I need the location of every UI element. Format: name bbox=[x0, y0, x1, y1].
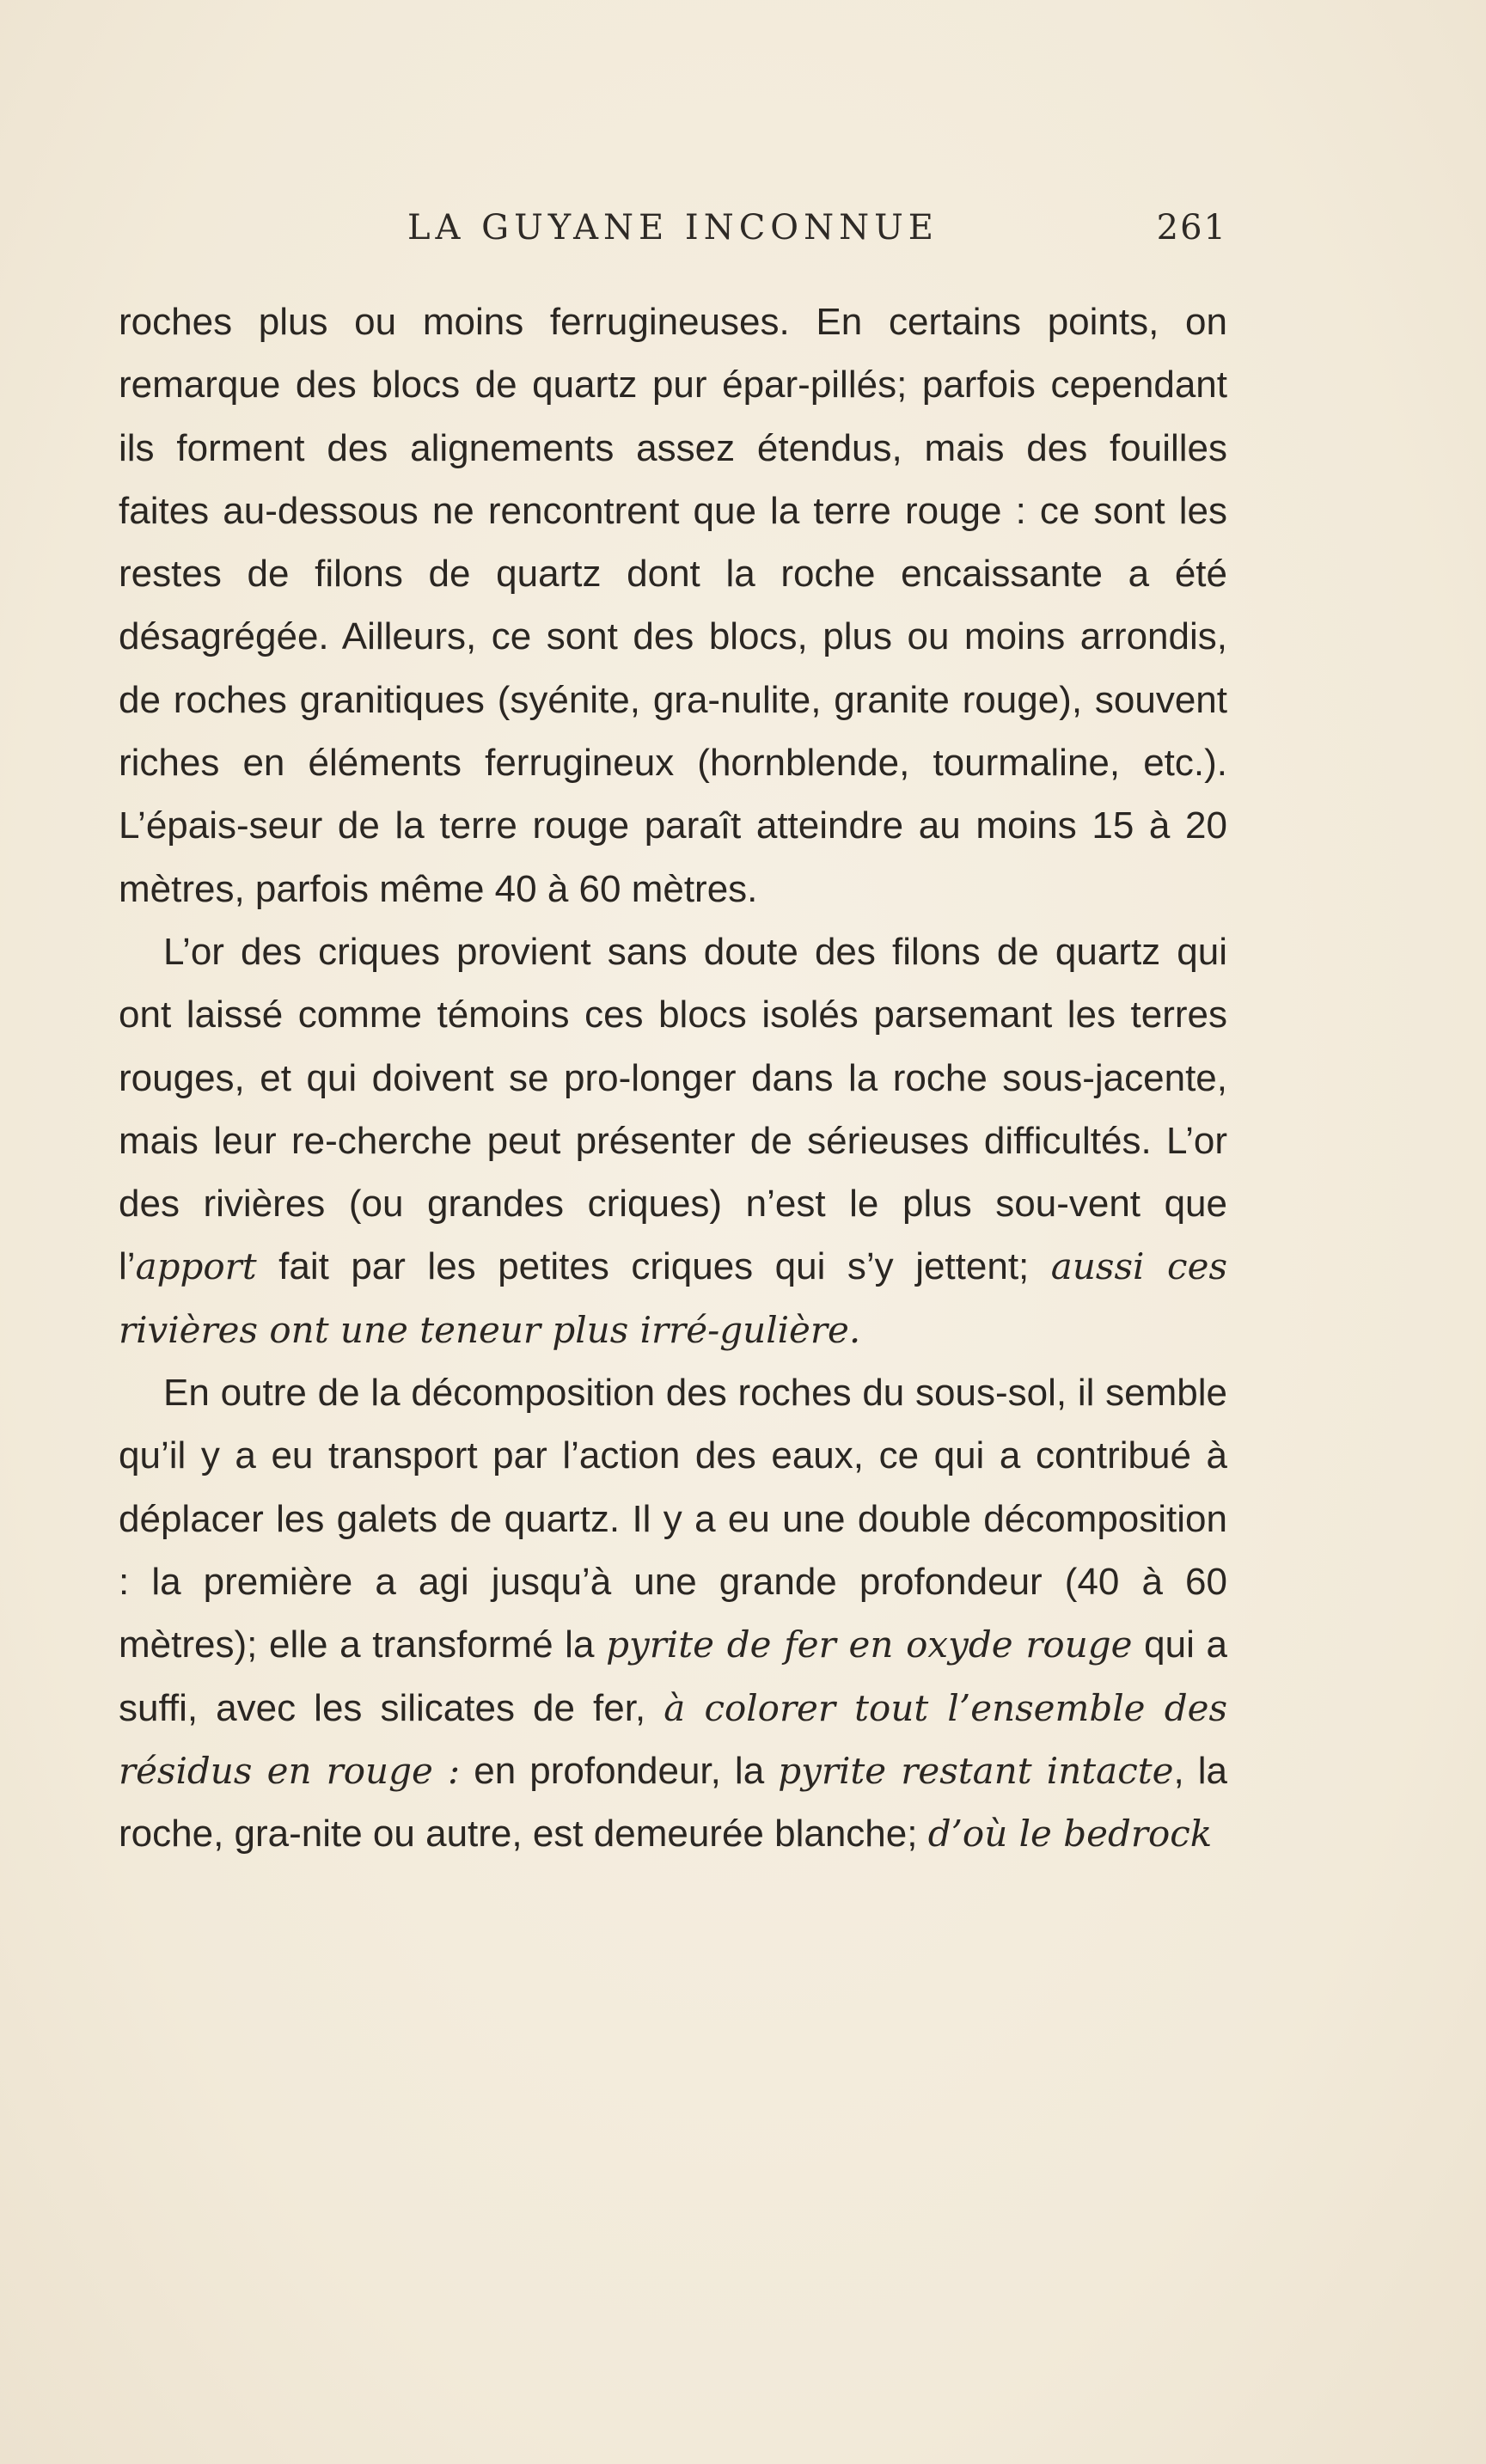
paragraph bbox=[119, 290, 1227, 920]
text-segment: fait par les petites criques qui s’y jettent; bbox=[256, 1245, 1051, 1288]
text-segment: , la roche, gra-nite ou autre, est demeurée blanche; bbox=[119, 1749, 1227, 1856]
italic-segment: à colorer tout l’ensemble des résidus en rouge : bbox=[119, 1686, 1227, 1792]
italic-segment: apport bbox=[135, 1245, 257, 1288]
italic-segment: aussi ces rivières ont une teneur plus irré-gulière. bbox=[119, 1245, 1227, 1351]
page-number: 261 bbox=[1156, 208, 1227, 248]
text-segment: en profondeur, la bbox=[460, 1749, 779, 1792]
page-header bbox=[119, 208, 1227, 260]
paragraph bbox=[119, 920, 1227, 1361]
text-segment: L’or des criques provient sans doute des filons de quartz qui ont laissé comme témoins ces blocs isolés parsemant les terres rouges, et qui doivent se pro-longer dans la roche sous-jacente, mais leur re-cherche peut présenter de sérieuses difficultés. L’or des rivières (ou grandes criques) n’est le plus sou-vent que l’ bbox=[119, 930, 1227, 1288]
paragraph bbox=[119, 1361, 1227, 1865]
text-segment: En outre de la décomposition des roches du sous-sol, il semble qu’il y a eu transport par l’action des eaux, ce qui a contribué à déplacer les galets de quartz. Il y a eu une double décomposition : la première a agi jusqu’à une grande profondeur (40 à 60 mètres); elle a transformé la bbox=[119, 1372, 1227, 1666]
italic-segment: pyrite restant intacte bbox=[778, 1749, 1174, 1792]
text-segment: qui a suffi, avec les silicates de fer, bbox=[119, 1623, 1227, 1729]
italic-segment: d’où le bedrock bbox=[927, 1813, 1213, 1856]
running-title: LA GUYANE INCONNUE bbox=[407, 208, 939, 248]
italic-segment: pyrite de fer en oxyde rouge bbox=[606, 1623, 1133, 1666]
body-text bbox=[119, 290, 1227, 1865]
text-segment: roches plus ou moins ferrugineuses. En certains points, on remarque des blocs de quartz pur épar-pillés; parfois cependant ils forment des alignements assez étendus, mais des fouilles faites au-dessous ne rencontrent que la terre rouge : ce sont les restes de filons de quartz dont la roche encaissante a été désagrégée. Ailleurs, ce sont des blocs, plus ou moins arrondis, de roches granitiques (syénite, gra-nulite, granite rouge), souvent riches en éléments ferrugineux (hornblende, tourmaline, etc.). L’épais-seur de la terre rouge paraît atteindre au moins 15 à 20 mètres, parfois même 40 à 60 mètres. bbox=[119, 301, 1227, 910]
